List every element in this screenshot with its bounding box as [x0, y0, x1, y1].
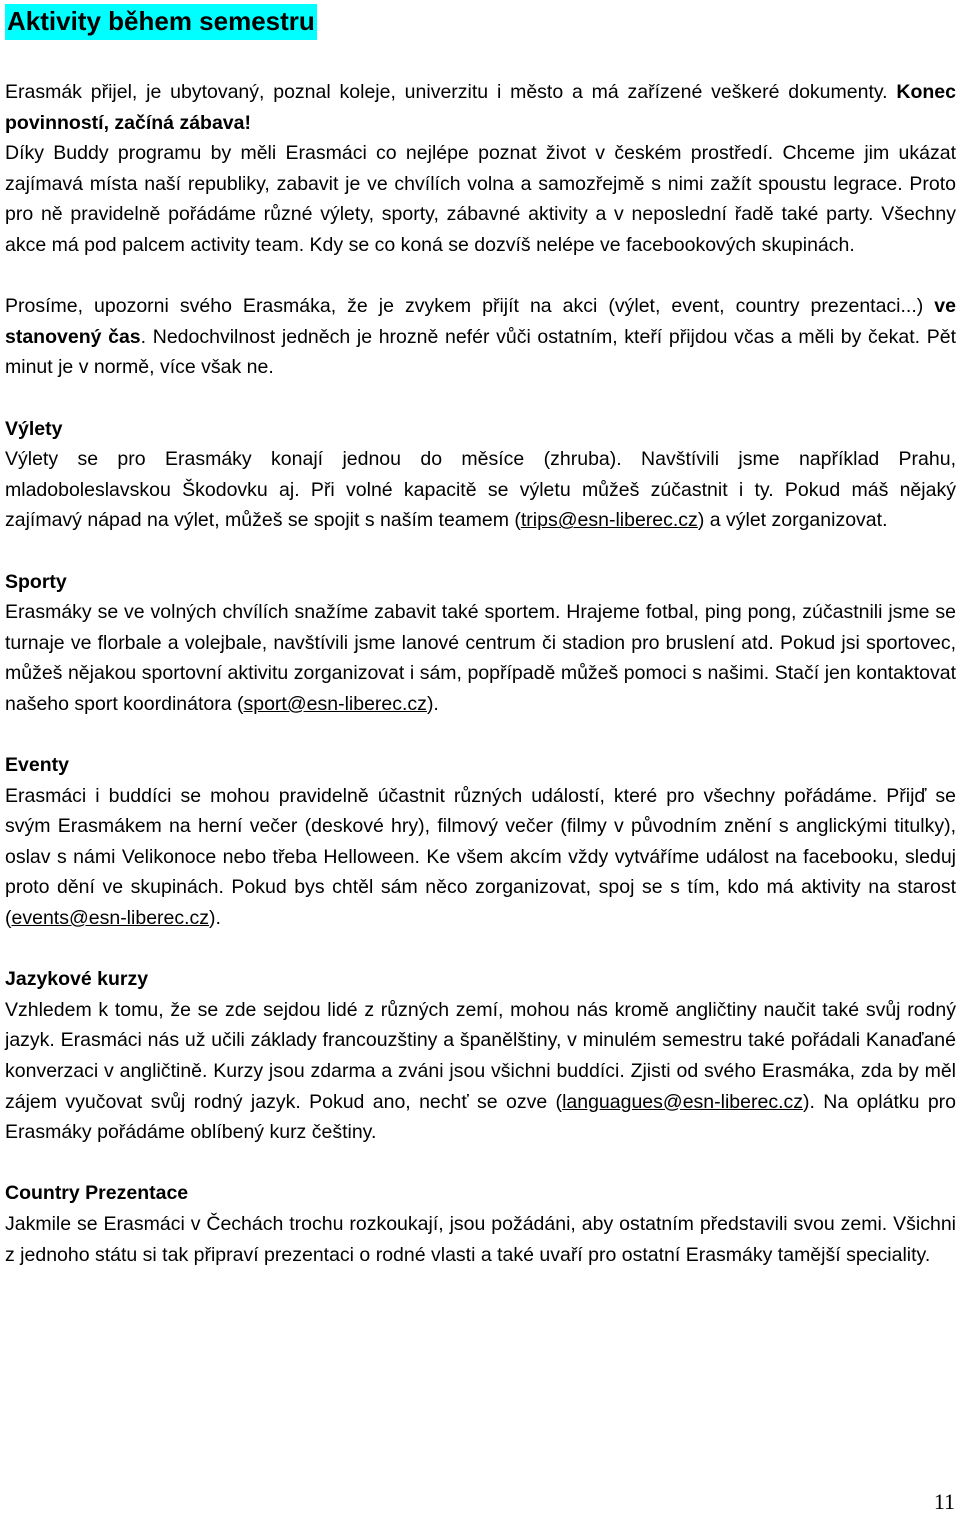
section-text-sporty	[5, 597, 956, 719]
email-link-sport[interactable]: sport@esn-liberec.cz	[243, 692, 427, 715]
page-number: 11	[933, 1489, 955, 1514]
vylety-text-end: ) a výlet zorganizovat.	[697, 509, 888, 532]
punctuality-text: Prosíme, upozorni svého Erasmáka, že je zvykem přijít na akci (výlet, event, country prezentaci...)	[5, 295, 935, 318]
intro-text: Erasmák přijel, je ubytovaný, poznal koleje, univerzitu i město a má zařízené veškeré dokumenty.	[5, 81, 897, 103]
kurzy-text-end: ). Na oplátku pro Erasmáky pořádáme oblíbený kurz češtiny.	[5, 1090, 957, 1144]
eventy-text-end: ).	[209, 907, 221, 930]
vylety-text: Výlety se pro Erasmáky konají jednou do měsíce (zhruba). Navštívili jsme například Prahu, mladoboleslavskou Škodovku aj. Při volné kapacitě se výletu můžeš zúčastnit i ty. Pokud máš nějaký zajímavý nápad na výlet, můžeš se spojit s naším teamem (	[5, 448, 956, 532]
intro-bold-text: Konec povinností, začíná zábava!	[5, 81, 956, 134]
punctuality-paragraph	[5, 291, 956, 383]
section-text-kurzy	[5, 995, 956, 1148]
kurzy-text: Vzhledem k tomu, že se zde sejdou lidé z různých zemí, mohou nás kromě angličtiny naučit také svůj rodný jazyk. Erasmáci nás už učili základy francouzštiny a španělštiny, v minulém semestru také pořádali Kanaďané konverzaci v angličtině. Kurzy jsou zdarma a zváni jsou všichni buddíci. Zjisti od svého Erasmáka, zda by měl zájem vyučovat svůj rodný jazyk. Pokud ano, nechť se ozve (	[5, 998, 956, 1113]
section-text-vylety	[5, 444, 956, 536]
section-text-eventy	[5, 781, 956, 934]
section-heading-vylety: Výlety	[5, 417, 63, 440]
intro-paragraph	[5, 77, 956, 138]
eventy-text: Erasmáci i buddíci se mohou pravidelně účastnit různých událostí, které pro všechny pořádáme. Přijď se svým Erasmákem na herní večer (deskové hry), filmový večer (filmy v původním znění s anglickými titulky), oslav s námi Velikonoce nebo třeba Helloween. Ke všem akcím vždy vytváříme událost na facebooku, sleduj proto dění ve skupinách. Pokud bys chtěl sám něco zorganizovat, spoj se s tím, kdo má aktivity na starost (	[5, 784, 956, 930]
section-heading-country: Country Prezentace	[5, 1182, 189, 1205]
sporty-text-end: ).	[426, 692, 439, 715]
section-heading-kurzy: Jazykové kurzy	[5, 968, 149, 991]
section-heading-eventy: Eventy	[5, 754, 69, 777]
email-link-events[interactable]: events@esn-liberec.cz	[11, 907, 210, 930]
sporty-text: Erasmáky se ve volných chvílích snažíme zabavit také sportem. Hrajeme fotbal, ping pong, zúčastnili jsme se turnaje ve florbale a volejbale, navštívili jsme lanové centrum či stadion pro bruslení atd. Pokud jsi sportovec, můžeš nějakou sportovní aktivitu zorganizovat i sám, popřípadě můžeš pomoci s našimi. Stačí jen kontaktovat našeho sport koordinátora (	[5, 601, 956, 715]
email-link-languages[interactable]: languagues@esn-liberec.cz	[562, 1090, 803, 1113]
document-page	[5, 0, 956, 1270]
punctuality-bold-text: ve stanovený čas	[5, 295, 956, 348]
punctuality-text-end: . Nedochvilnost jedněch je hrozně nefér vůči ostatním, kteří přijdou včas a měli by čekat. Pět minut je v normě, více však ne.	[5, 325, 956, 379]
email-link-trips[interactable]: trips@esn-liberec.cz	[520, 509, 698, 532]
section-text-country: Jakmile se Erasmáci v Čechách trochu rozkoukají, jsou požádáni, aby ostatním představili svou zemi. Všichni z jednoho státu si tak připraví prezentaci o rodné vlasti a také uvaří pro ostatní Erasmáky tamější speciality.	[5, 1212, 956, 1266]
buddy-paragraph: Díky Buddy programu by měli Erasmáci co nejlépe poznat život v českém prostředí. Chceme jim ukázat zajímavá místa naší republiky, zabavit je ve chvílích volna a samozřejmě s nimi zažít spoustu legrace. Proto pro ně pravidelně pořádáme různé výlety, sporty, zábavné aktivity a v neposlední řadě také party. Všechny akce má pod palcem activity team. Kdy se co koná se dozvíš nelépe ve facebookových skupinách.	[5, 142, 956, 256]
section-heading-sporty: Sporty	[5, 570, 67, 593]
page-title: Aktivity během semestru	[5, 4, 317, 40]
